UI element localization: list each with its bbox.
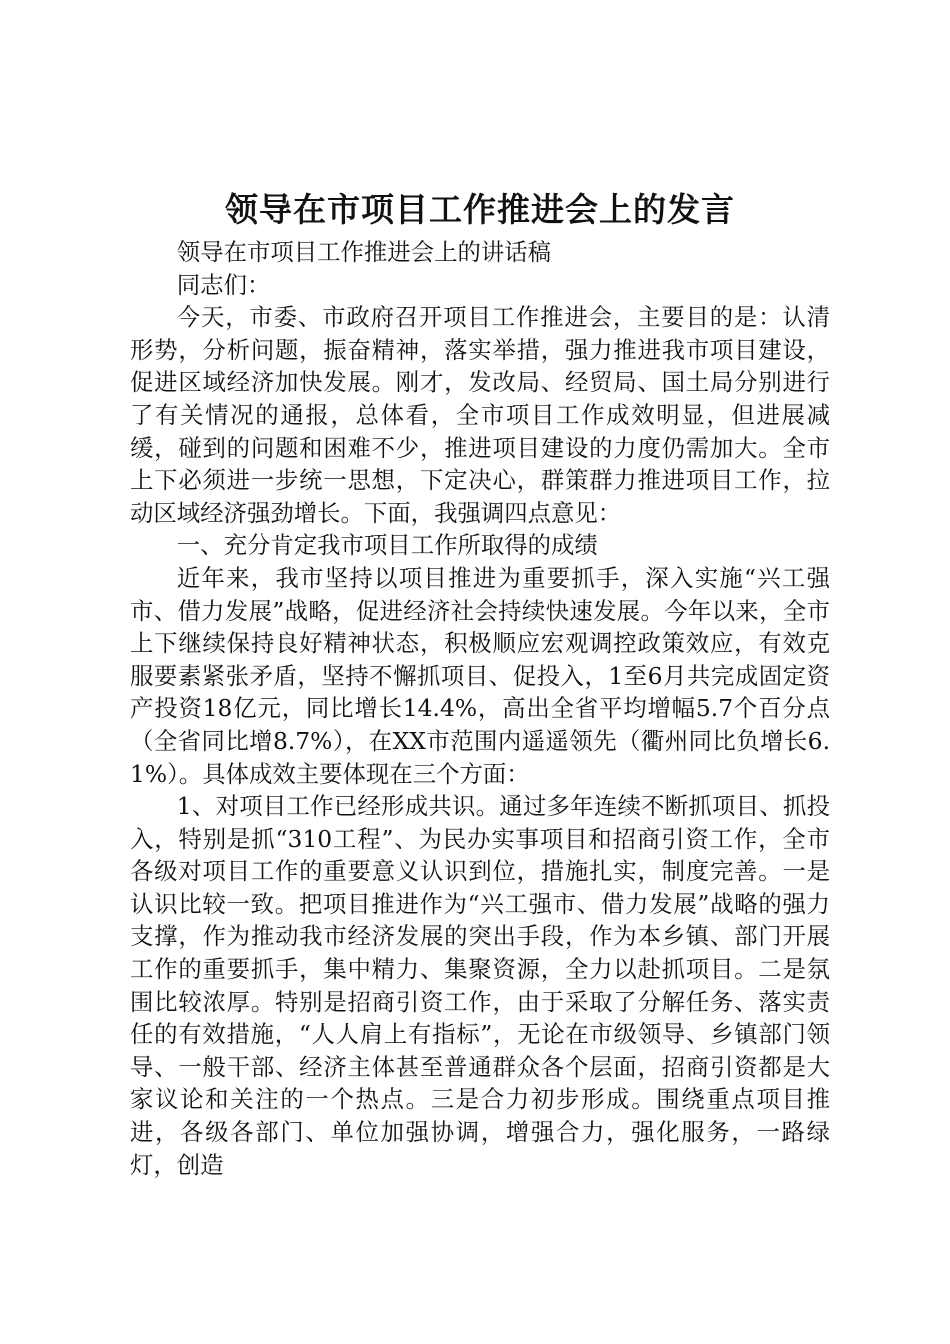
paragraph-intro: 今天，市委、市政府召开项目工作推进会，主要目的是：认清形势，分析问题，振奋精神，落实举措，强力推进我市项目建设，促进区域经济加快发展。刚才，发改局、经贸局、国土局分别进行了有关情况的通报，总体看，全市项目工作成效明显，但进展减缓，碰到的问题和困难不少，推进项目建设的力度仍需加大。全市上下必须进一步统一思想，下定决心，群策群力推进项目工作，拉动区域经济强劲增长。下面，我强调四点意见： xyxy=(130,303,830,527)
document-page xyxy=(130,188,830,1181)
document-subtitle: 领导在市项目工作推进会上的讲话稿 xyxy=(176,238,552,266)
section-heading-1: 一、充分肯定我市项目工作所取得的成绩 xyxy=(176,531,598,560)
paragraph-achievements: 近年来，我市坚持以项目推进为重要抓手，深入实施“兴工强市、借力发展”战略，促进经济社会持续快速发展。今年以来，全市上下继续保持良好精神状态，积极顺应宏观调控政策效应，有效克服要素紧张矛盾，坚持不懈抓项目、促投入，1至6月共完成固定资产投资18亿元，同比增长14.4%，高出全省平均增幅5.7个百分点（全省同比增8.7%），在XX市范围内遥遥领先（衢州同比负增长6.1%）。具体成效主要体现在三个方面： xyxy=(130,563,830,788)
document-title: 领导在市项目工作推进会上的发言 xyxy=(225,190,735,229)
salutation: 同志们： xyxy=(176,270,271,299)
paragraph-consensus: 1、对项目工作已经形成共识。通过多年连续不断抓项目、抓投入，特别是抓“310工程”、为民办实事项目和招商引资工作，全市各级对项目工作的重要意义认识到位，措施扎实，制度完善。一是认识比较一致。把项目推进作为“兴工强市、借力发展”战略的强力支撑，作为推动我市经济发展的突出手段，作为本乡镇、部门开展工作的重要抓手，集中精力、集聚资源，全力以赴抓项目。二是氛围比较浓厚。特别是招商引资工作，由于采取了分解任务、落实责任的有效措施，“人人肩上有指标”，无论在市级领导、乡镇部门领导、一般干部、经济主体甚至普通群众各个层面，招商引资都是大家议论和关注的一个热点。三是合力初步形成。围绕重点项目推进，各级各部门、单位加强协调，增强合力，强化服务，一路绿灯，创造 xyxy=(130,792,830,1179)
